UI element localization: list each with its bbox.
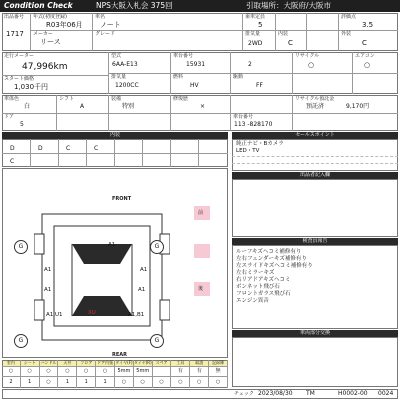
lot-number: 1717: [6, 30, 24, 38]
score-label: 評価点: [341, 14, 357, 20]
displacement-label: 排気量: [245, 31, 261, 37]
front-label: FRONT: [112, 196, 132, 202]
equipment-r1-cell-10: 有: [172, 367, 191, 376]
sales-line-1: 純正ナビ・Bカメラ: [236, 141, 284, 147]
equipment-r2-cell-7: ○: [115, 377, 134, 388]
staff-box: [232, 179, 398, 237]
equipment-r1-cell-6: ○: [96, 367, 115, 376]
sales-line-2: LED・TV: [236, 148, 260, 154]
tire-left-rear-circle: G: [14, 334, 28, 348]
header-bar: [0, 0, 400, 12]
damage-mark-2: A1: [138, 287, 146, 293]
rear-tag: 後: [194, 282, 210, 296]
mileage2-label: 車台番号: [233, 114, 254, 120]
body-parts-header: 車両部分交換: [232, 330, 398, 337]
aircon-value: ○: [364, 61, 371, 69]
equipment-r1-cell-8: 5mm: [134, 367, 153, 376]
interior-cell-3: C: [66, 145, 71, 152]
maker-value: リース: [40, 38, 61, 46]
inspect-line-1: ルーフキズヘコミ補修有り: [236, 249, 302, 255]
equipment-r2-cell-11: ○: [190, 377, 209, 388]
reg-label: 年式(初度登録): [33, 14, 67, 20]
color-label: 車体色: [4, 96, 20, 102]
equipment-r1-cell-11: 有: [190, 367, 209, 376]
body-color: 白: [24, 103, 31, 110]
fuel-label: 燃料: [173, 74, 184, 80]
equipment-r2-cell-3: ○: [40, 377, 59, 388]
transmission-value: A: [80, 103, 85, 110]
maker-label: メーカー: [33, 31, 53, 37]
aircon-label: エアコン: [355, 53, 375, 59]
drive-value: FF: [256, 82, 263, 89]
equipment-r2-cell-4: 1: [59, 377, 78, 388]
inspect-line-3: 左スライドキズヘコミ補修有り: [236, 263, 313, 269]
score-value: 3.5: [362, 21, 374, 29]
interior-header: 内装: [2, 132, 228, 139]
form-code: H0002-00: [338, 390, 368, 397]
equipment-r2-cell-1: 2: [2, 377, 21, 388]
damage-mark-1: A1: [44, 287, 52, 293]
front-tag: 前: [194, 206, 210, 220]
damage-mark-7: A1: [108, 242, 116, 248]
frame-number: 113 -828170: [234, 121, 273, 128]
inspector-code: TM: [306, 390, 315, 397]
equip-value: 特別: [122, 103, 135, 110]
equipment-r2-cell-12: ○: [209, 377, 228, 388]
equipment-header-cell-10: 工具: [172, 360, 191, 366]
equipment-r2-cell-9: ○: [153, 377, 172, 388]
name-label: 車名: [95, 14, 106, 20]
interior-cell-4: C: [94, 145, 99, 152]
displacement2-label: 排気量: [111, 74, 127, 80]
damage-mark-4: A1: [140, 267, 148, 273]
equipment-header-cell-3: ハンドル: [40, 360, 57, 365]
history-label: 修復歴: [173, 96, 189, 102]
rear-label: REAR: [112, 352, 127, 358]
equipment-header-cell-9: スペア: [153, 360, 172, 366]
interior-grade: C: [288, 39, 293, 47]
fuel-value: HV: [190, 82, 199, 89]
equipment-header-cell-1: 室内: [2, 360, 21, 366]
equipment-r1-cell-2: ○: [21, 367, 40, 376]
inspect-line-6: ボンネット飛び石: [236, 284, 280, 290]
body-parts-box: [232, 337, 398, 387]
lot-label: 出品番号: [4, 14, 25, 20]
equipment-r2-cell-5: 1: [77, 377, 96, 388]
equipment-header-cell-8: タイヤ(R): [133, 360, 152, 365]
sheet-title: Condition Check: [4, 1, 73, 10]
inspect-line-7: フロントガラス飛び石: [236, 291, 291, 297]
equipment-r2-cell-2: 1: [21, 377, 40, 388]
damage-mark-5: A1,U1: [46, 312, 63, 318]
equipment-header-cell-11: 取説: [190, 360, 209, 366]
equipment-r1-cell-7: 5mm: [115, 367, 134, 376]
displacement-value: 1200CC: [115, 82, 139, 89]
tire-left-front-circle: G: [14, 240, 28, 254]
damage-mark-8: XU: [88, 310, 96, 316]
registration-year: R03年06月: [46, 21, 83, 29]
tire-right-rear-circle: G: [150, 334, 164, 348]
exterior-grade: C: [362, 39, 367, 47]
equipment-header-cell-7: タイヤ(F): [115, 360, 133, 365]
tire-right-front-circle: G: [150, 240, 164, 254]
pickup-location: 引取場所：大阪府/大阪市: [246, 1, 332, 10]
exterior-label: 外装: [341, 31, 352, 37]
equipment-header-cell-2: シート: [21, 360, 40, 366]
start-price: 1,030千円: [14, 83, 49, 91]
chassis-number: 15931: [186, 61, 206, 68]
equipment-r1-cell-3: ○: [40, 367, 59, 376]
interior-cell-2: D: [38, 145, 43, 152]
equipment-r1-cell-5: ○: [77, 367, 96, 376]
price-label: スタート価格: [4, 76, 35, 82]
seats-label: 乗車定員: [245, 14, 266, 20]
check-date: 2023/08/30: [258, 390, 293, 397]
grade-label: グレード: [95, 31, 116, 37]
inspect-line-8: エンジン異音: [236, 298, 269, 304]
chassis-label: 車台番号: [173, 53, 194, 59]
inspect-header: 検査員報告: [232, 238, 398, 245]
recycle-label: リサイクル: [295, 53, 320, 59]
equipment-r2-cell-8: ○: [134, 377, 153, 388]
inspect-line-5: 右リアドアキズヘコミ: [236, 277, 291, 283]
equipment-r1-cell-4: ○: [59, 367, 78, 376]
page-number: 0024: [378, 390, 394, 397]
staff-header: 出品者記入欄: [232, 172, 398, 179]
equipment-r1-cell-1: ○: [2, 367, 21, 376]
damage-mark-3: A1: [44, 267, 52, 273]
car-outline-diagram: [34, 204, 170, 350]
sales-point-header: セールスポイント: [232, 132, 398, 139]
car-name: ノート: [100, 21, 121, 29]
check-label: チェック: [234, 391, 254, 397]
mileage-label: 走行メーター: [4, 53, 35, 59]
model-label: 型式: [111, 53, 122, 59]
equipment-header-cell-4: 天井: [59, 360, 78, 366]
doors-value: 5: [20, 121, 24, 128]
equipment-r2-cell-10: ○: [172, 377, 191, 388]
equipment-header-cell-5: フロア: [77, 360, 96, 366]
interior-cell-5: C: [10, 158, 15, 165]
recycle2-label: リサイクル預託金: [295, 96, 335, 102]
seats-value: 5: [258, 21, 263, 29]
equipment-r2-cell-6: 1: [96, 377, 115, 388]
recycle-value: ○: [308, 61, 315, 69]
tag-2: [194, 244, 210, 258]
damage-mark-6: A1,B1: [128, 312, 145, 318]
auction-name: NPS大阪入札会 375回: [96, 1, 173, 10]
doors-label: ドア: [4, 114, 14, 120]
equipment-r1-cell-9: [153, 367, 172, 376]
equipment-header-cell-6: ドア内張: [97, 360, 114, 365]
chassis-suffix: 2: [248, 61, 252, 68]
transmission-label: シフト: [59, 96, 75, 102]
recycle-status: 預託済: [306, 103, 325, 110]
inspect-line-4: 左右ミラーキズ: [236, 270, 275, 276]
inspect-line-2: 左右フェンダーキズ補修有り: [236, 256, 307, 262]
model-code: 6AA-E13: [112, 61, 138, 68]
mileage-value: 47,996km: [22, 62, 68, 72]
interior-label: 内装: [278, 31, 289, 37]
recycle-amount: 9,170円: [346, 103, 370, 110]
drive-type: 2WD: [248, 40, 263, 47]
equipment-r1-cell-12: 無: [209, 367, 228, 376]
equip-label: 装備: [111, 96, 122, 102]
history-value: ×: [200, 103, 206, 110]
drive-label: 駆動: [233, 74, 244, 80]
interior-cell-1: D: [10, 145, 15, 152]
equipment-header-cell-12: 記録簿: [209, 360, 228, 366]
